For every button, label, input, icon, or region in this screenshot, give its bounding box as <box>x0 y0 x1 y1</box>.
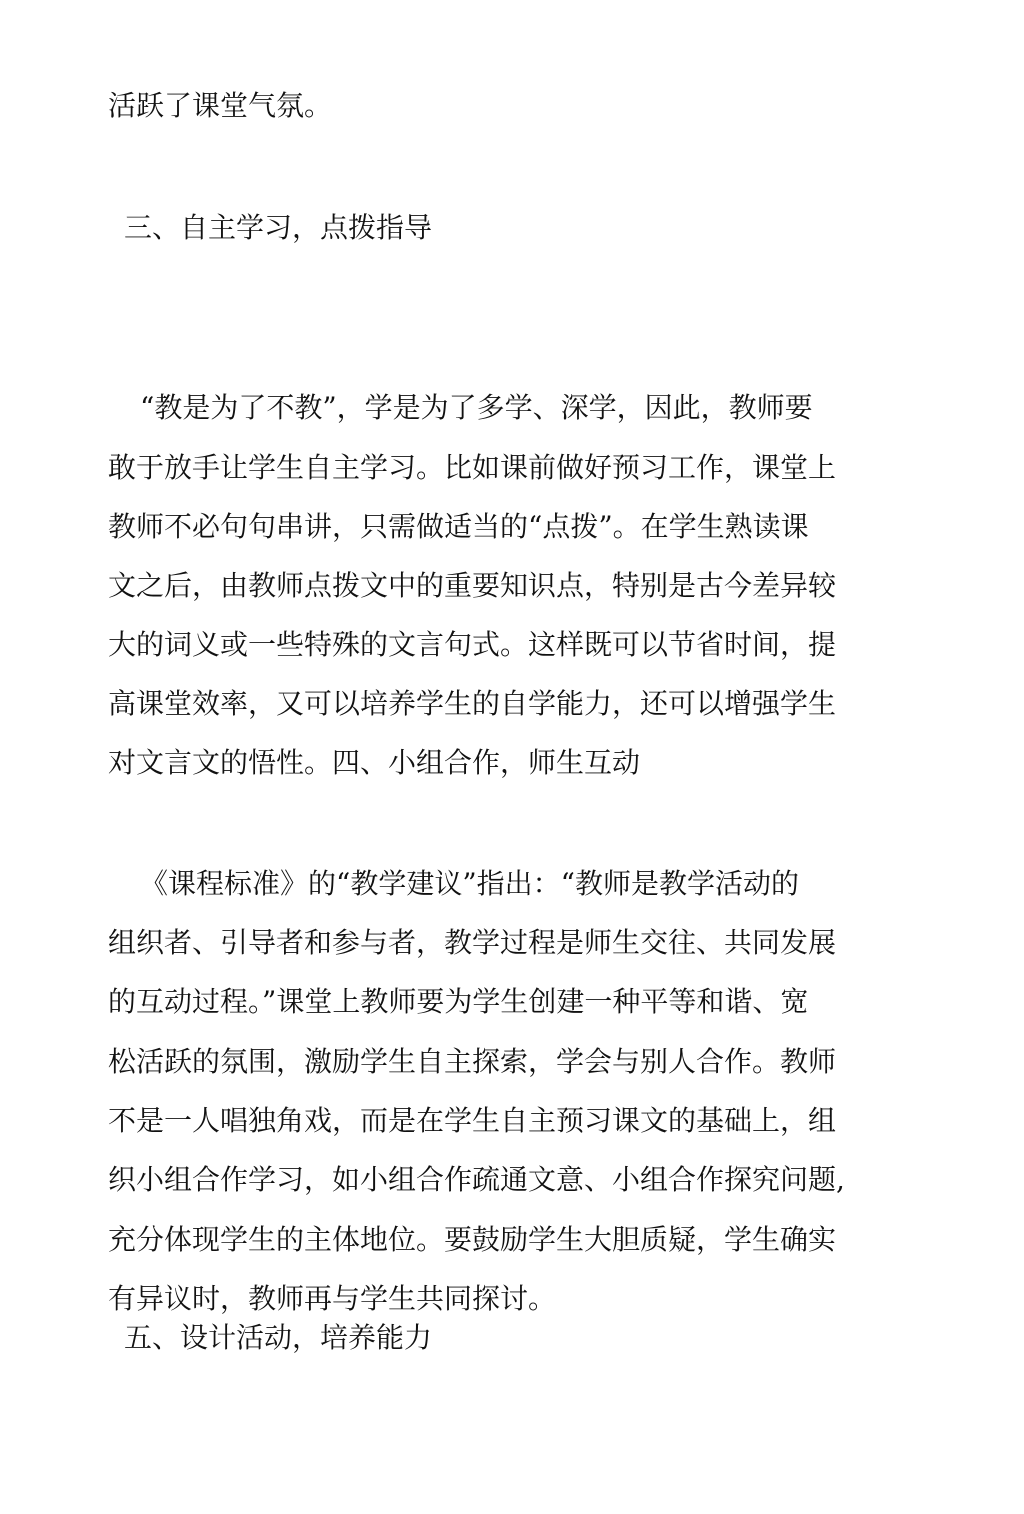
paragraph-line: 大的词义或一些特殊的文言句式。这样既可以节省时间，提 <box>108 628 837 661</box>
paragraph-line: 高课堂效率，又可以培养学生的自学能力，还可以增强学生 <box>108 687 837 720</box>
paragraph-line: 教师不必句句串讲，只需做适当的“点拨”。在学生熟读课 <box>108 510 809 543</box>
section-3-heading: 三、自主学习，点拨指导 <box>124 211 433 244</box>
paragraph-line: 不是一人唱独角戏，而是在学生自主预习课文的基础上，组 <box>108 1104 837 1137</box>
paragraph-line: 文之后，由教师点拨文中的重要知识点，特别是古今差异较 <box>108 569 837 602</box>
paragraph-line: 敢于放手让学生自主学习。比如课前做好预习工作，课堂上 <box>108 451 837 484</box>
paragraph-line: 织小组合作学习，如小组合作疏通文意、小组合作探究问题, <box>108 1163 845 1196</box>
paragraph-line: 对文言文的悟性。四、小组合作，师生互动 <box>108 746 641 779</box>
paragraph-line: 充分体现学生的主体地位。要鼓励学生大胆质疑，学生确实 <box>108 1223 837 1256</box>
paragraph-line: 《课程标准》的“教学建议”指出：“教师是教学活动的 <box>140 867 799 900</box>
paragraph-line: 的互动过程。”课堂上教师要为学生创建一种平等和谐、宽 <box>108 985 809 1018</box>
intro-tail-text: 活跃了课堂气氛。 <box>108 89 333 122</box>
paragraph-line: “教是为了不教”，学是为了多学、深学，因此，教师要 <box>140 391 813 424</box>
section-5-heading: 五、设计活动，培养能力 <box>124 1321 433 1354</box>
paragraph-line: 有异议时，教师再与学生共同探讨。 <box>108 1282 557 1315</box>
paragraph-line: 组织者、引导者和参与者，教学过程是师生交往、共同发展 <box>108 926 837 959</box>
paragraph-line: 松活跃的氛围，激励学生自主探索，学会与别人合作。教师 <box>108 1045 837 1078</box>
